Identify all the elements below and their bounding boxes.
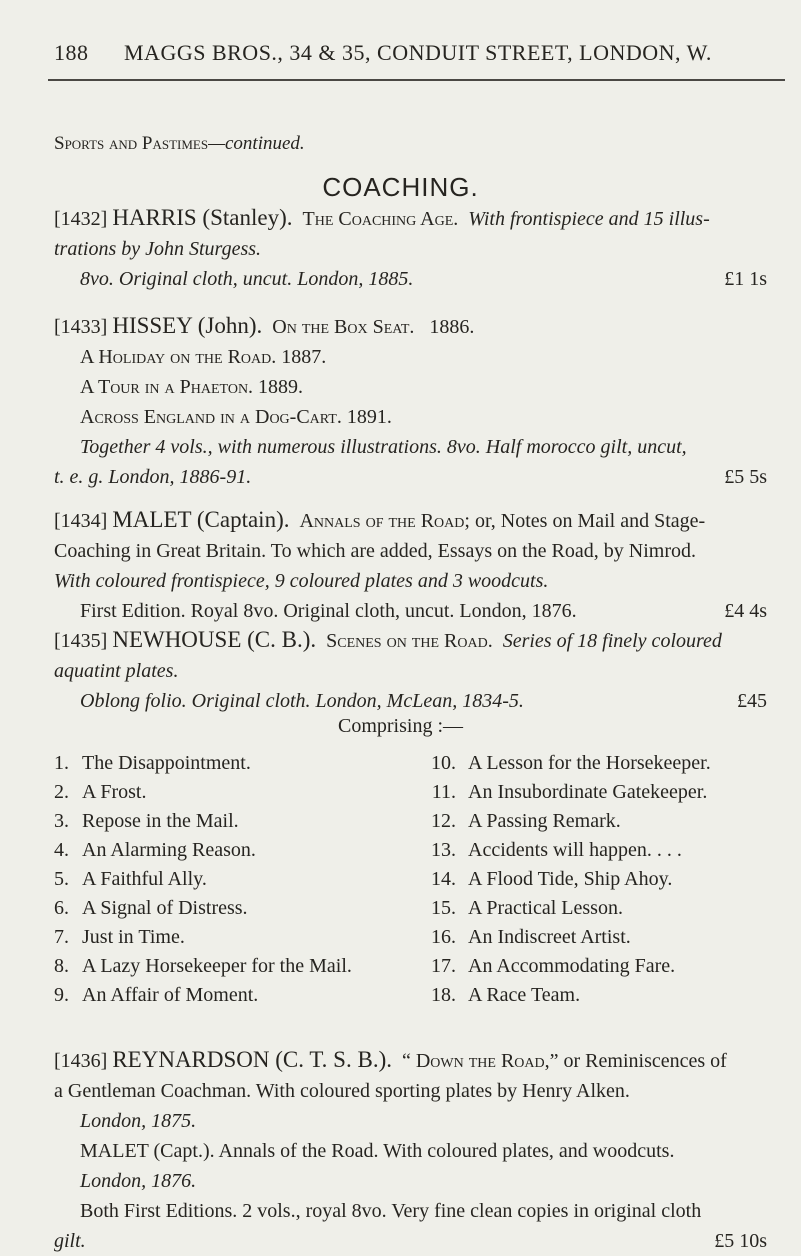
entry-line: t. e. g. London, 1886-91. £5 5s [54, 462, 781, 492]
entry-line: aquatint plates. [54, 660, 179, 682]
catalogue-entry [54, 311, 781, 492]
entry-author: HARRIS (Stanley). [112, 205, 293, 230]
catalogue-entry [54, 203, 781, 294]
entry-author: REYNARDSON (C. T. S. B.). [112, 1047, 392, 1072]
lot-number: [1432] [54, 208, 108, 230]
list-item: 6. A Signal of Distress. [54, 897, 248, 919]
entry-date: 1886. [429, 316, 475, 338]
list-item: 16. An Indiscreet Artist. [431, 926, 631, 948]
section-continued: —continued. [208, 133, 305, 154]
entry-title: The Coaching Age. [302, 208, 459, 230]
entry-line: London, 1875. [80, 1110, 197, 1132]
entry-line: Together 4 vols., with numerous illustrations. 8vo. Half morocco gilt, uncut, [80, 436, 687, 458]
list-item: 9. An Affair of Moment. [54, 984, 259, 1006]
entry-line: London, 1876. [80, 1170, 197, 1192]
entry-line [54, 505, 781, 536]
list-item: 5. A Faithful Ally. [54, 868, 207, 890]
entry-line [54, 625, 781, 656]
entry-title: Annals of the Road; [299, 510, 470, 532]
entry-line [54, 311, 781, 342]
entry-line: First Edition. Royal 8vo. Original cloth, uncut. London, 1876. £4 4s [54, 596, 781, 626]
entry-line: With coloured frontispiece, 9 coloured plates and 3 woodcuts. [54, 570, 549, 592]
list-item: 18. A Race Team. [431, 984, 581, 1006]
section-title: Sports and Pastimes [54, 133, 209, 154]
lot-number: [1434] [54, 510, 108, 532]
list-item: 7. Just in Time. [54, 926, 185, 948]
entry-line: MALET (Capt.). Annals of the Road. With coloured plates, and woodcuts. [80, 1140, 675, 1162]
entry-line: Across England in a Dog-Cart. 1891. [80, 406, 392, 428]
entry-line: a Gentleman Coachman. With coloured sporting plates by Henry Alken. [54, 1080, 630, 1102]
list-item: 12. A Passing Remark. [431, 810, 621, 832]
list-item: 14. A Flood Tide, Ship Ahoy. [431, 868, 673, 890]
entry-author: MALET (Captain). [112, 507, 290, 532]
section-heading [54, 133, 305, 155]
entry-price: £5 5s [724, 466, 767, 488]
entry-description: With frontispiece and 15 illus- [468, 208, 710, 230]
running-title: MAGGS BROS., 34 & 35, CONDUIT STREET, LONDON, W. [124, 40, 712, 65]
list-item: 11. An Insubordinate Gatekeeper. [431, 781, 708, 803]
entry-description: Series of 18 finely coloured [502, 630, 722, 652]
running-head [54, 40, 781, 66]
subsection-title: COACHING. [322, 172, 479, 202]
lot-number: [1435] [54, 630, 108, 652]
list-item: 13. Accidents will happen. . . . [431, 839, 682, 861]
list-item: 8. A Lazy Horsekeeper for the Mail. [54, 955, 352, 977]
entry-line [54, 203, 781, 234]
page-number: 188 [54, 40, 89, 65]
list-item: 2. A Frost. [54, 781, 147, 803]
entry-title: On the Box Seat. [272, 316, 415, 338]
entry-price: £4 4s [724, 600, 767, 622]
comprising-heading: Comprising :— [337, 715, 463, 737]
entry-price: £5 10s [714, 1230, 767, 1252]
lot-number: [1433] [54, 316, 108, 338]
catalogue-entry [54, 1045, 781, 1256]
entry-line: A Holiday on the Road. 1887. [80, 346, 327, 368]
plates-list [54, 752, 781, 1032]
entry-author: NEWHOUSE (C. B.). [112, 627, 317, 652]
header-rule [48, 79, 785, 81]
entry-title: Scenes on the Road. [326, 630, 493, 652]
list-item: 10. A Lesson for the Horsekeeper. [431, 752, 711, 774]
entry-title-rest: or, Notes on Mail and Stage- [474, 510, 706, 532]
catalogue-entry [54, 505, 781, 626]
entry-line: 8vo. Original cloth, uncut. London, 1885. £1 1s [54, 264, 781, 294]
entry-price: £45 [737, 690, 767, 712]
list-item: 17. An Accommodating Fare. [431, 955, 676, 977]
entry-line: Coaching in Great Britain. To which are added, Essays on the Road, by Nimrod. [54, 540, 696, 562]
entry-line: gilt. £5 10s [54, 1226, 781, 1256]
entry-title: “ Down the Road,” [401, 1050, 559, 1072]
entry-title-rest: or Reminiscences of [563, 1050, 727, 1072]
entry-author: HISSEY (John). [112, 313, 263, 338]
entry-line: A Tour in a Phaeton. 1889. [80, 376, 304, 398]
list-item: 3. Repose in the Mail. [54, 810, 239, 832]
list-item: 4. An Alarming Reason. [54, 839, 256, 861]
list-item: 15. A Practical Lesson. [431, 897, 623, 919]
entry-line [54, 1045, 781, 1076]
catalogue-entry [54, 625, 781, 716]
entry-line: Oblong folio. Original cloth. London, McLean, 1834-5. £45 [54, 686, 781, 716]
entry-line: trations by John Sturgess. [54, 238, 262, 260]
entry-price: £1 1s [724, 268, 767, 290]
list-item: 1. The Disappointment. [54, 752, 251, 774]
entry-line: Both First Editions. 2 vols., royal 8vo. Very fine clean copies in original cloth [80, 1200, 702, 1222]
lot-number: [1436] [54, 1050, 108, 1072]
